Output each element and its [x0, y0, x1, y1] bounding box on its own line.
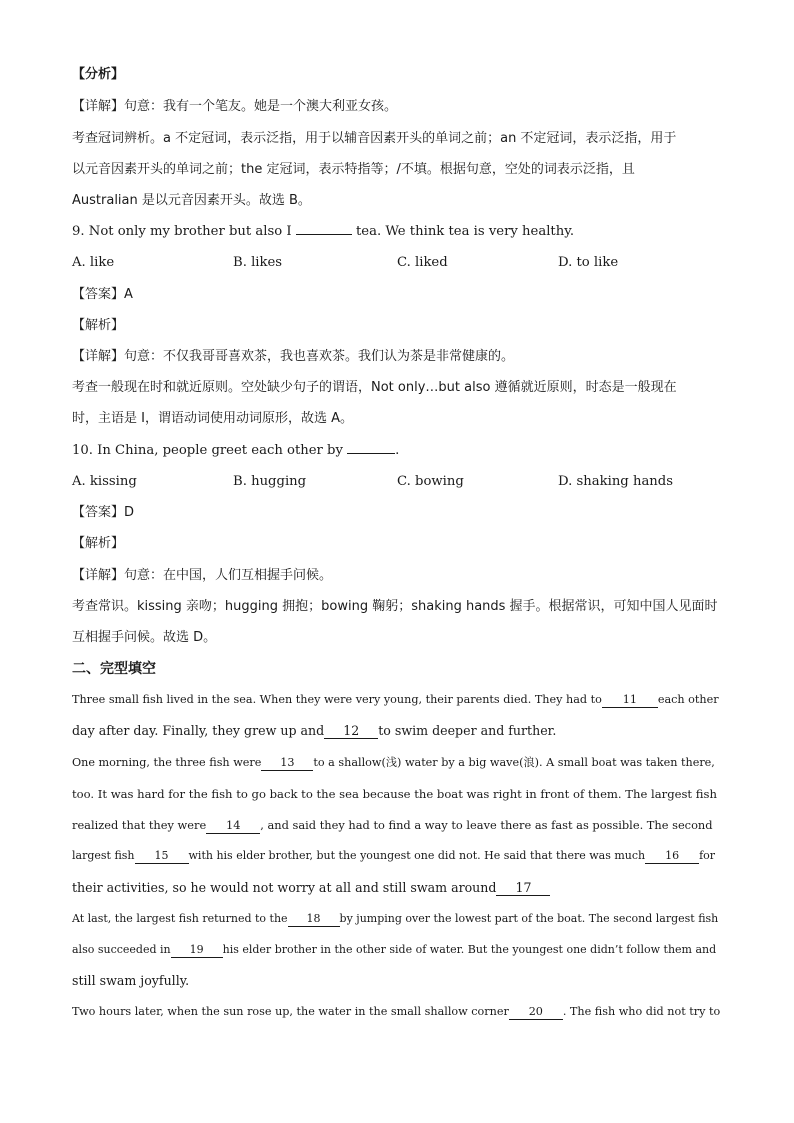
passage-text: largest fish — [72, 849, 135, 862]
q8-explain-line-1: 考查冠词辨析。a 不定冠词，表示泛指，用于以辅音因素开头的单词之前；an 不定冠词，表示泛指，用于 — [72, 131, 677, 146]
passage-text: each other — [657, 693, 719, 706]
passage-line-9 — [72, 941, 716, 959]
passage-text: his elder brother in the other side of water. But the youngest one didn’t follow them and — [222, 943, 717, 956]
passage-text: day after day. Finally, they grew up and — [72, 723, 325, 738]
passage-line-3 — [72, 754, 715, 772]
passage-text: with his elder brother, but the youngest one did not. He said that there was much — [188, 849, 646, 862]
q10-option-c: C. bowing — [397, 474, 464, 489]
passage-line-5 — [72, 816, 713, 834]
q10-option-a: A. kissing — [72, 474, 137, 489]
q9-option-b: B. likes — [233, 255, 283, 270]
q9-blank — [296, 234, 352, 235]
blank-17: 17 — [496, 880, 550, 896]
blank-20: 20 — [509, 1004, 563, 1020]
passage-text: also succeeded in — [72, 943, 171, 956]
q10-stem — [72, 442, 399, 460]
blank-16: 16 — [645, 848, 699, 864]
blank-14: 14 — [206, 818, 260, 834]
blank-13: 13 — [261, 755, 313, 771]
passage-line-10: still swam joyfully. — [72, 973, 190, 988]
q10-stem-pre: 10. In China, people greet each other by — [72, 443, 343, 458]
passage-text: At last, the largest fish returned to the — [72, 912, 288, 925]
passage-line-6 — [72, 847, 715, 865]
passage-text: their activities, so he would not worry at all and still swam around — [72, 880, 497, 895]
section-title-cloze: 二、完型填空 — [72, 661, 156, 677]
q9-explain-line-2: 时，主语是 I，谓语动词使用动词原形，故选 A。 — [72, 411, 353, 426]
q9-option-a: A. like — [72, 255, 115, 270]
q10-explain-line-2: 互相握手问候。故选 D。 — [72, 630, 217, 645]
passage-text: . The fish who did not try to — [562, 1005, 721, 1018]
passage-text: realized that they were — [72, 818, 207, 832]
q9-stem-post: tea. We think tea is very healthy. — [355, 224, 575, 239]
blank-12: 12 — [324, 723, 378, 739]
blank-11: 11 — [602, 692, 658, 708]
blank-15: 15 — [135, 848, 189, 864]
q9-stem — [72, 223, 574, 241]
q9-detail: 【详解】句意：不仅我哥哥喜欢茶，我也喜欢茶。我们认为茶是非常健康的。 — [72, 349, 515, 364]
blank-19: 19 — [171, 942, 223, 958]
q8-detail: 【详解】句意：我有一个笔友。她是一个澳大利亚女孩。 — [72, 99, 398, 114]
q9-analysis-tag: 【解析】 — [72, 318, 125, 333]
q10-detail: 【详解】句意：在中国，人们互相握手问候。 — [72, 568, 333, 583]
passage-text: One morning, the three fish were — [72, 756, 262, 769]
q9-option-c: C. liked — [397, 255, 448, 270]
q10-stem-post: . — [395, 443, 400, 458]
passage-text: Two hours later, when the sun rose up, the water in the small shallow corner — [72, 1005, 509, 1018]
passage-line-2 — [72, 722, 556, 740]
q9-option-d: D. to like — [558, 255, 619, 270]
passage-text: for — [699, 849, 716, 862]
q9-stem-pre: 9. Not only my brother but also I — [72, 224, 292, 239]
q8-explain-line-2: 以元音因素开头的单词之前；the 定冠词，表示特指等；/不填。根据句意，空处的词表示泛指，且 — [72, 162, 635, 177]
q10-explain-line-1: 考查常识。kissing 亲吻；hugging 拥抱；bowing 鞠躬；shaking hands 握手。根据常识，可知中国人见面时 — [72, 599, 718, 614]
passage-line-1 — [72, 691, 719, 709]
analysis-tag: 【分析】 — [72, 67, 125, 82]
passage-line-8 — [72, 910, 718, 928]
q8-explain-line-3: Australian 是以元音因素开头。故选 B。 — [72, 193, 311, 208]
passage-line-4: too. It was hard for the fish to go back to the sea because the boat was right in front of them. The largest fish — [72, 787, 717, 801]
q10-blank — [347, 453, 395, 454]
q9-answer: 【答案】A — [72, 287, 133, 302]
blank-18: 18 — [288, 911, 340, 927]
passage-line-11 — [72, 1003, 720, 1021]
passage-text: to a shallow(浅) water by a big wave(浪). A small boat was taken there, — [313, 756, 715, 769]
passage-text: to swim deeper and further. — [378, 723, 557, 738]
q9-explain-line-1: 考查一般现在时和就近原则。空处缺少句子的谓语，Not only…but also 遵循就近原则，时态是一般现在 — [72, 380, 677, 395]
q10-option-b: B. hugging — [233, 474, 307, 489]
q10-analysis-tag: 【解析】 — [72, 536, 125, 551]
passage-text: , and said they had to find a way to leave there as fast as possible. The second — [260, 818, 713, 832]
q10-option-d: D. shaking hands — [558, 474, 674, 489]
passage-text: by jumping over the lowest part of the boat. The second largest fish — [339, 912, 719, 925]
passage-line-7 — [72, 879, 550, 897]
q10-answer: 【答案】D — [72, 505, 135, 520]
passage-text: Three small fish lived in the sea. When they were very young, their parents died. They had to — [72, 693, 602, 706]
